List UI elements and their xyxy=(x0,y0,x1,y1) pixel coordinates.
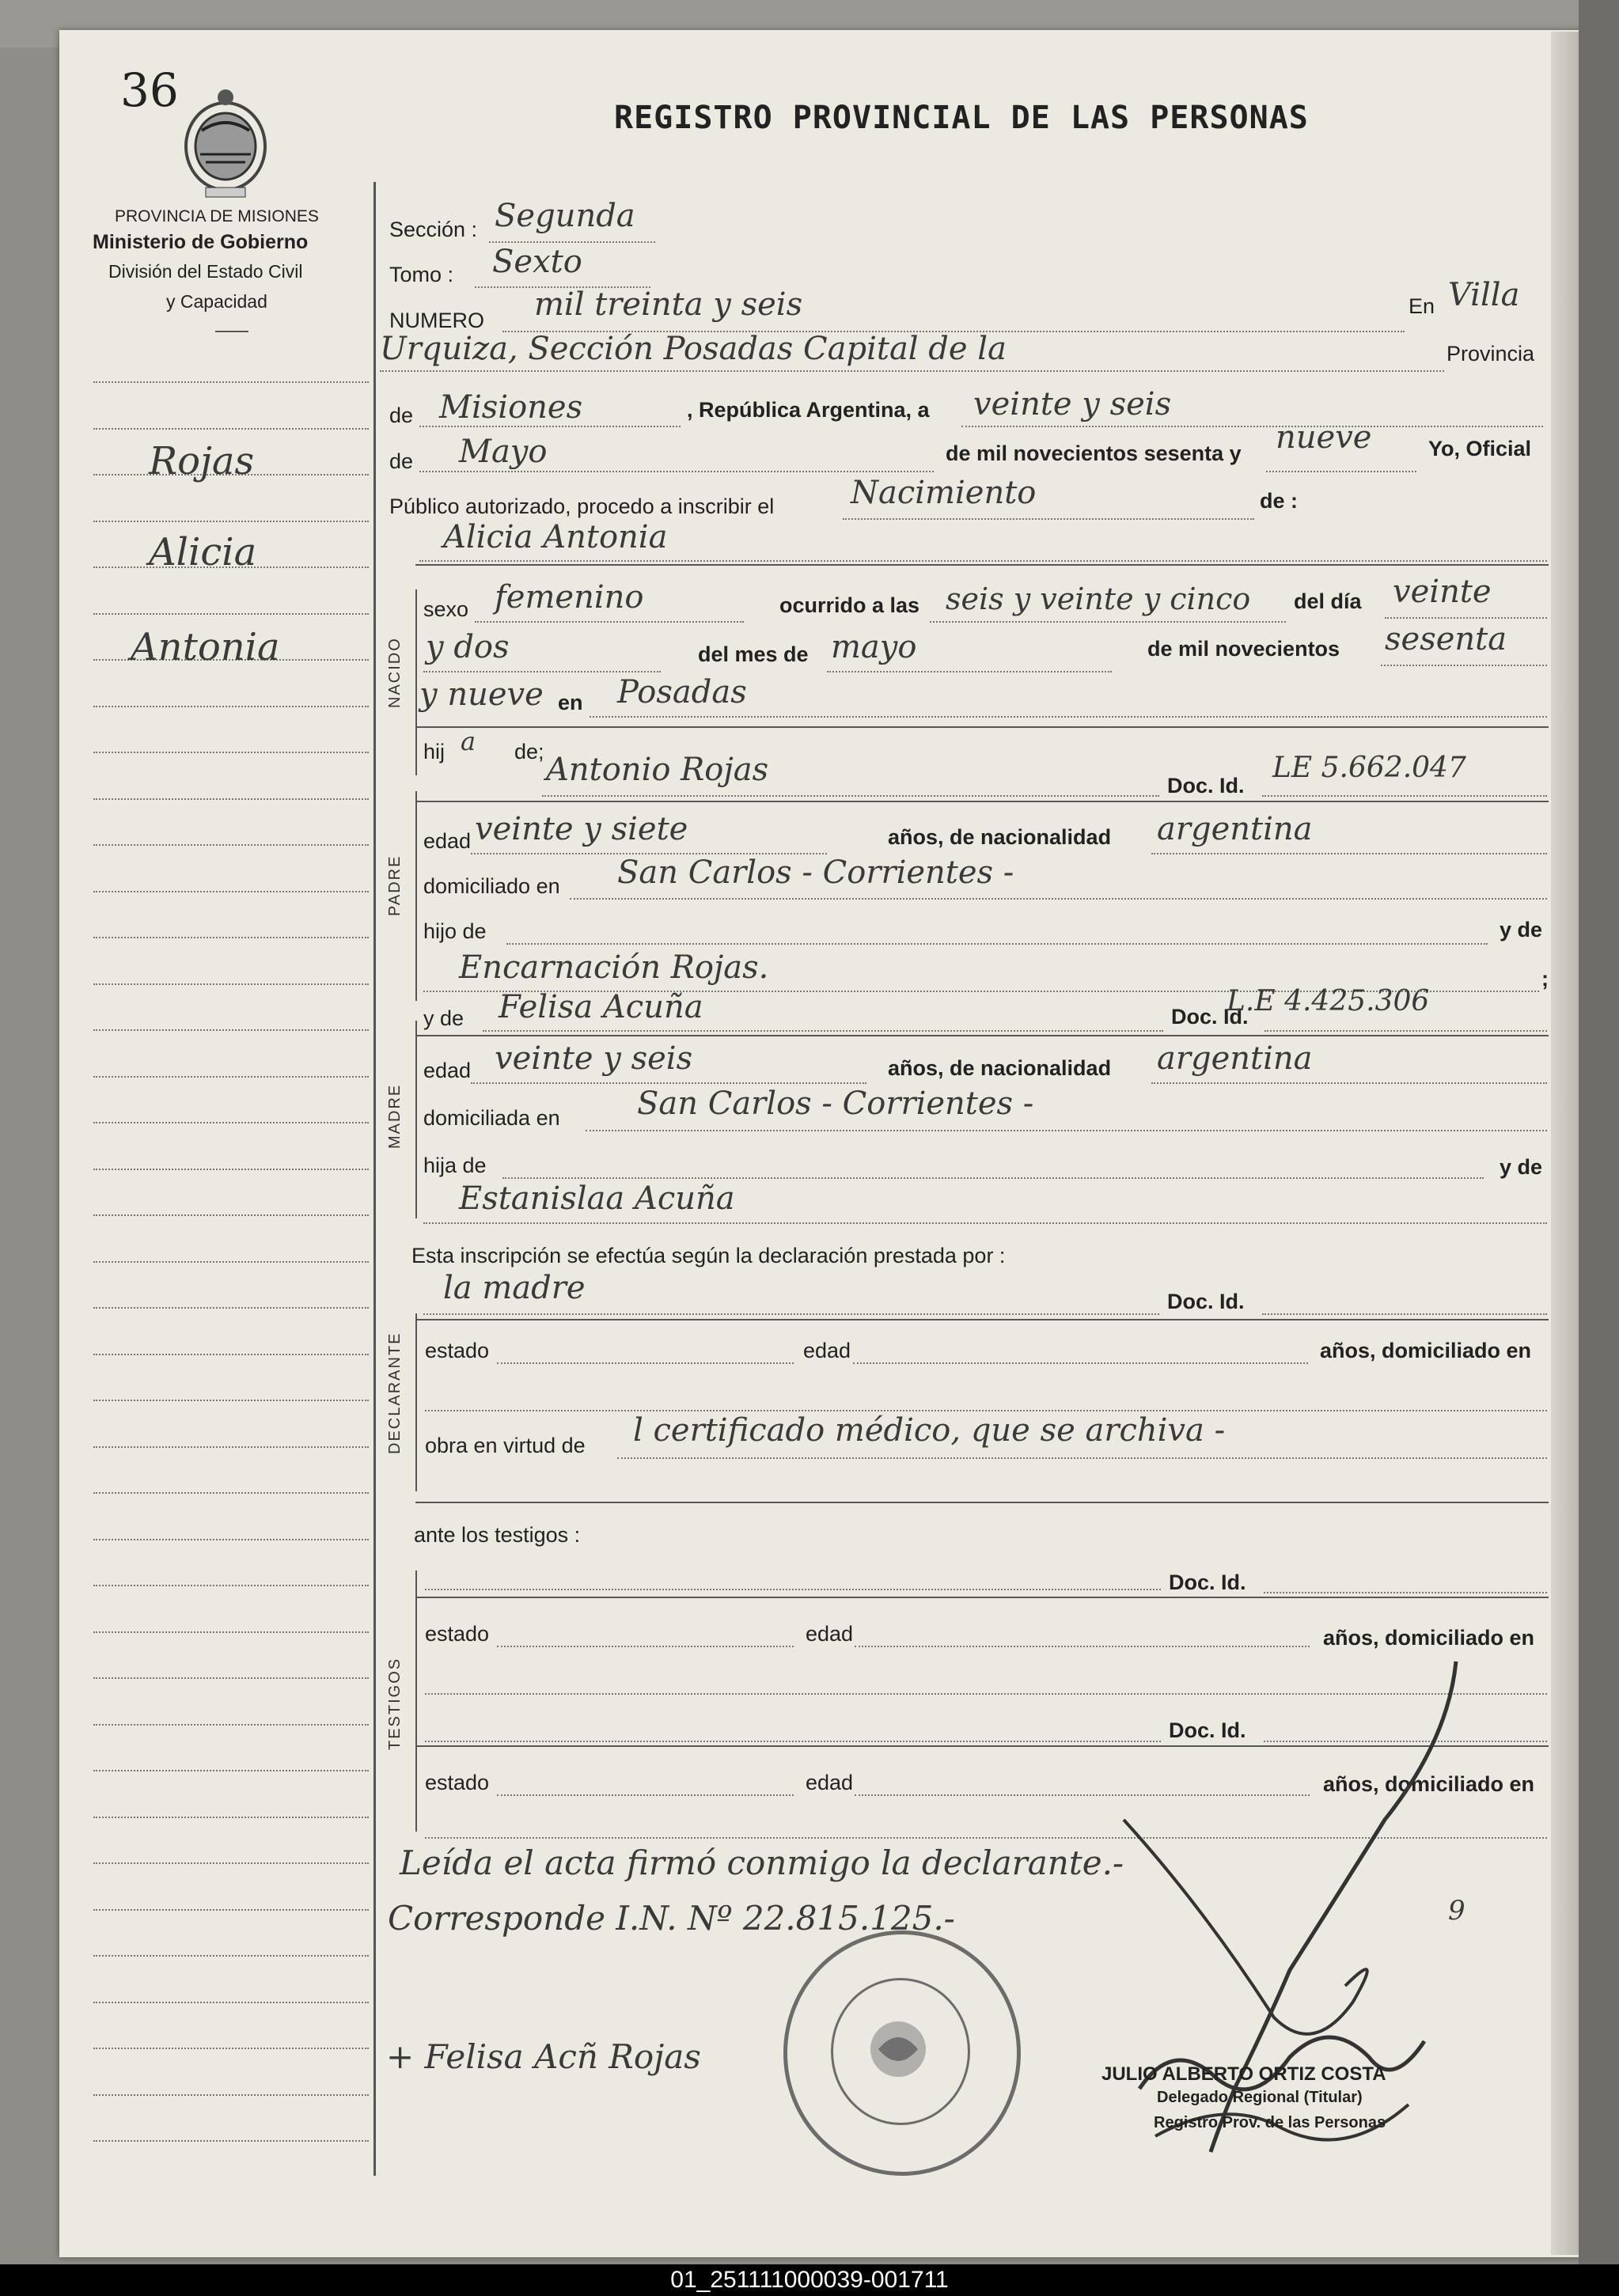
margin-rule xyxy=(93,891,369,892)
value-hij-suffix: a xyxy=(461,726,476,756)
label-ante-testigos: ante los testigos : xyxy=(414,1523,581,1547)
label-edad-declarante: edad xyxy=(803,1339,851,1362)
margin-rule xyxy=(93,1631,369,1633)
label-edad-testigo-1: edad xyxy=(806,1622,854,1646)
label-edad-testigo-2: edad xyxy=(806,1771,854,1794)
label-estado-testigo-1: estado xyxy=(425,1622,490,1646)
line-hijo-de xyxy=(506,943,1488,945)
nacido-bracket xyxy=(415,589,417,775)
margin-rule xyxy=(93,706,369,707)
label-yo-oficial: Yo, Oficial xyxy=(1428,437,1532,460)
line-mes xyxy=(419,471,934,472)
line-dom-padre xyxy=(570,898,1547,900)
margin-rule xyxy=(93,798,369,800)
note-leida: Leída el acta firmó conmigo la declarante.- xyxy=(400,1843,1124,1882)
label-nac-padre: años, de nacionalidad xyxy=(888,825,1112,849)
side-label-padre: PADRE xyxy=(386,854,404,916)
label-anos-dom-testigo-2: años, domiciliado en xyxy=(1323,1772,1535,1796)
rule-after-nacido xyxy=(415,726,1549,728)
margin-rule xyxy=(93,1862,369,1864)
line-doc-testigo-1 xyxy=(1264,1592,1547,1593)
issuer-line-4: y Capacidad xyxy=(166,291,267,312)
note-corresponde: Corresponde I.N. Nº 22.815.125.- xyxy=(388,1899,955,1938)
margin-rule xyxy=(93,983,369,985)
scan-background-right xyxy=(1579,0,1619,2271)
margin-rule xyxy=(93,1492,369,1494)
issuer-line-1: PROVINCIA DE MISIONES xyxy=(115,207,319,225)
label-doc-padre: Doc. Id. xyxy=(1167,774,1245,798)
footer-image-id: 01_251111000039-001711 xyxy=(670,2267,949,2293)
margin-rule xyxy=(93,1307,369,1309)
margin-separator xyxy=(373,182,376,2176)
margin-name-second: Antonia xyxy=(131,625,280,669)
line-dia-nac2 xyxy=(423,671,661,673)
label-y-de-padre: y de xyxy=(1500,918,1543,942)
margin-rule xyxy=(93,1261,369,1263)
testigos-bracket xyxy=(415,1570,417,1832)
line-hora xyxy=(930,621,1286,623)
value-tomo: Sexto xyxy=(492,244,582,280)
value-provincia: Misiones xyxy=(439,389,583,426)
rule-testigo-1 xyxy=(415,1597,1549,1598)
margin-rule xyxy=(93,613,369,615)
provincial-coat-of-arms-icon xyxy=(178,83,273,198)
line-testigo-2 xyxy=(425,1741,1161,1742)
value-mes-nac: mayo xyxy=(831,629,917,665)
line-padre xyxy=(542,795,1159,797)
value-lugar-nac: Posadas xyxy=(617,674,747,710)
value-nombre: Alicia Antonia xyxy=(443,519,668,555)
line-anio-nac xyxy=(1381,665,1547,666)
label-y-de-madre2: y de xyxy=(1500,1155,1543,1179)
rule-obra xyxy=(415,1502,1549,1503)
label-numero: NUMERO xyxy=(389,309,484,332)
value-acto: Nacimiento xyxy=(851,475,1037,511)
margin-rule xyxy=(93,1029,369,1031)
page-mark: 9 xyxy=(1448,1895,1465,1927)
value-sexo: femenino xyxy=(495,579,644,616)
label-semicolon: ; xyxy=(1541,967,1549,991)
margin-rule xyxy=(93,1909,369,1911)
side-label-madre: MADRE xyxy=(386,1083,404,1149)
value-dia-nac2: y dos xyxy=(426,629,510,665)
label-anos-dom-declarante: años, domiciliado en xyxy=(1320,1339,1532,1362)
line-lugar-nac xyxy=(590,716,1547,718)
line-seccion xyxy=(489,241,655,243)
label-esta-inscripcion: Esta inscripción se efectúa según la declaración prestada por : xyxy=(411,1244,1006,1267)
value-declarante: la madre xyxy=(443,1270,586,1306)
margin-rule xyxy=(93,1122,369,1123)
margin-rule xyxy=(93,752,369,753)
label-de-mes: de xyxy=(389,449,414,473)
label-nac-madre: años, de nacionalidad xyxy=(888,1056,1112,1080)
line-lugar xyxy=(380,370,1444,372)
line-estado-testigo-1 xyxy=(497,1646,794,1647)
label-doc-testigo-2: Doc. Id. xyxy=(1169,1718,1246,1742)
line-declarante xyxy=(423,1313,1159,1315)
side-label-nacido: NACIDO xyxy=(386,637,404,708)
official-role: Delegado Regional (Titular) xyxy=(1157,2089,1363,2106)
margin-rule xyxy=(93,1585,369,1586)
document-title: REGISTRO PROVINCIAL DE LAS PERSONAS xyxy=(614,100,1309,136)
line-acto xyxy=(843,518,1254,520)
declarante-bracket xyxy=(415,1313,417,1491)
label-edad-padre: edad xyxy=(423,829,472,853)
value-doc-padre: LE 5.662.047 xyxy=(1272,752,1466,784)
margin-rule xyxy=(93,2048,369,2049)
line-estado-testigo-2 xyxy=(497,1794,794,1796)
line-obra xyxy=(617,1457,1547,1459)
value-dia-nac: veinte xyxy=(1393,574,1492,610)
line-doc-madre xyxy=(1264,1030,1547,1032)
label-edad-madre: edad xyxy=(423,1059,472,1082)
line-estado-declarante xyxy=(497,1362,794,1364)
line-dia xyxy=(961,426,1543,427)
line-sexo xyxy=(475,621,744,623)
label-publico: Público autorizado, procedo a inscribir el xyxy=(389,494,775,518)
label-ocurrido: ocurrido a las xyxy=(779,593,920,617)
margin-rule xyxy=(93,1539,369,1540)
line-edad-madre xyxy=(471,1082,866,1084)
line-doc-padre xyxy=(1262,795,1547,797)
value-padre: Antonio Rojas xyxy=(546,752,769,788)
issuer-line-3: División del Estado Civil xyxy=(108,261,303,282)
official-office: Registro Prov. de las Personas xyxy=(1154,2114,1386,2131)
line-testigo-1 xyxy=(425,1589,1161,1590)
line-nac-padre xyxy=(1151,853,1547,854)
issuer-line-2: Ministerio de Gobierno xyxy=(93,231,309,253)
issuer-underline xyxy=(215,331,248,332)
margin-rule xyxy=(93,2140,369,2142)
margin-rule xyxy=(93,1955,369,1957)
label-doc-madre: Doc. Id. xyxy=(1171,1005,1249,1029)
declarant-signature: + Felisa Acñ Rojas xyxy=(386,2037,701,2076)
value-hora: seis y veinte y cinco xyxy=(946,582,1251,616)
side-label-testigos: TESTIGOS xyxy=(386,1657,404,1750)
margin-rule xyxy=(93,1724,369,1726)
label-obra: obra en virtud de xyxy=(425,1434,586,1457)
line-edad-declarante xyxy=(853,1362,1308,1364)
label-dom-padre: domiciliado en xyxy=(423,874,560,898)
label-en-nac: en xyxy=(558,691,583,714)
label-doc-testigo-1: Doc. Id. xyxy=(1169,1570,1246,1594)
label-sexo: sexo xyxy=(423,597,469,621)
value-mes: Mayo xyxy=(459,434,548,470)
label-del-dia: del día xyxy=(1294,589,1362,613)
value-lugar: Urquiza, Sección Posadas Capital de la xyxy=(380,331,1007,367)
line-nombre xyxy=(419,560,1547,562)
line-mes-nac xyxy=(827,671,1112,673)
line-dom-madre xyxy=(586,1130,1547,1131)
label-doc-declarante: Doc. Id. xyxy=(1167,1290,1245,1313)
line-hija-de xyxy=(502,1177,1484,1179)
official-name: JULIO ALBERTO ORTIZ COSTA xyxy=(1101,2063,1386,2085)
label-hij: hij xyxy=(423,740,446,763)
value-dom-madre: San Carlos - Corrientes - xyxy=(637,1085,1034,1122)
value-obra: l certificado médico, que se archiva - xyxy=(633,1412,1226,1449)
rule-declarante xyxy=(415,1319,1549,1320)
value-numero: mil treinta y seis xyxy=(534,286,803,323)
value-edad-madre: veinte y seis xyxy=(495,1040,693,1077)
line-anio xyxy=(1266,471,1416,472)
margin-rule xyxy=(93,1400,369,1401)
value-abuela-materna: Estanislaa Acuña xyxy=(459,1180,735,1217)
margin-rule xyxy=(93,1446,369,1448)
margin-rule xyxy=(93,1354,369,1355)
page-binding xyxy=(1551,32,1583,2255)
value-nac-padre: argentina xyxy=(1157,811,1313,847)
padre-bracket xyxy=(415,791,417,1001)
label-dom-madre: domiciliada en xyxy=(423,1106,560,1130)
margin-rule xyxy=(93,428,369,430)
value-nac-madre: argentina xyxy=(1157,1040,1313,1077)
line-abuela-materna xyxy=(423,1222,1547,1224)
value-dia: veinte y seis xyxy=(973,386,1172,422)
line-dia-nac xyxy=(1385,617,1547,619)
margin-rule xyxy=(93,1677,369,1679)
margin-rule xyxy=(93,1817,369,1818)
label-del-mes: del mes de xyxy=(698,642,809,666)
label-republica: , República Argentina, a xyxy=(687,398,930,422)
value-doc-madre: L.E 4.425.306 xyxy=(1227,985,1430,1017)
margin-rule xyxy=(93,844,369,846)
value-anio: nueve xyxy=(1276,419,1372,456)
margin-rule xyxy=(93,1169,369,1170)
rule-after-nombre xyxy=(415,564,1549,566)
value-edad-padre: veinte y siete xyxy=(475,811,688,847)
line-doc-declarante xyxy=(1262,1313,1547,1315)
label-de-colon: de : xyxy=(1260,489,1299,513)
label-hija-de: hija de xyxy=(423,1154,487,1177)
label-y-de-madre: y de xyxy=(423,1006,464,1030)
line-provincia xyxy=(419,426,681,427)
label-hijo-de: hijo de xyxy=(423,919,487,943)
line-nac-madre xyxy=(1151,1082,1547,1084)
madre-bracket xyxy=(415,1021,417,1218)
value-madre: Felisa Acuña xyxy=(499,989,703,1025)
label-estado-testigo-2: estado xyxy=(425,1771,490,1794)
margin-rule xyxy=(93,2094,369,2096)
value-abuela-paterna: Encarnación Rojas. xyxy=(459,949,769,986)
rule-madre xyxy=(415,1035,1549,1036)
margin-name-surname: Rojas xyxy=(149,439,255,483)
value-seccion: Segunda xyxy=(495,198,635,234)
label-de-mil-novecientos: de mil novecientos xyxy=(1147,637,1340,661)
margin-rule xyxy=(93,381,369,383)
label-anos-dom-testigo-1: años, domiciliado en xyxy=(1323,1626,1535,1650)
seal-emblem-icon xyxy=(863,2014,934,2085)
margin-rule xyxy=(93,1214,369,1216)
label-estado-declarante: estado xyxy=(425,1339,490,1362)
line-dom-declarante xyxy=(425,1410,1547,1411)
label-provincia: Provincia xyxy=(1446,342,1535,366)
value-anio-nac2: y nueve xyxy=(419,676,544,713)
value-en: Villa xyxy=(1448,277,1520,313)
margin-rule xyxy=(93,1770,369,1771)
value-anio-nac: sesenta xyxy=(1385,621,1507,657)
label-de-mil-sesenta: de mil novecientos sesenta y xyxy=(946,441,1242,465)
label-en: En xyxy=(1409,294,1435,318)
margin-rule xyxy=(93,521,369,522)
doc-number: 36 xyxy=(120,63,179,117)
side-label-declarante: DECLARANTE xyxy=(386,1332,404,1454)
label-de-provincia: de xyxy=(389,404,414,427)
value-dom-padre: San Carlos - Corrientes - xyxy=(617,854,1014,891)
label-tomo: Tomo : xyxy=(389,263,454,286)
line-madre xyxy=(483,1030,1163,1032)
label-seccion: Sección : xyxy=(389,218,478,241)
margin-name-first: Alicia xyxy=(149,530,257,574)
label-de-padre: de; xyxy=(514,740,544,763)
rule-padre xyxy=(415,801,1549,802)
margin-rule xyxy=(93,937,369,938)
margin-rule xyxy=(93,1076,369,1078)
margin-rule xyxy=(93,2002,369,2003)
